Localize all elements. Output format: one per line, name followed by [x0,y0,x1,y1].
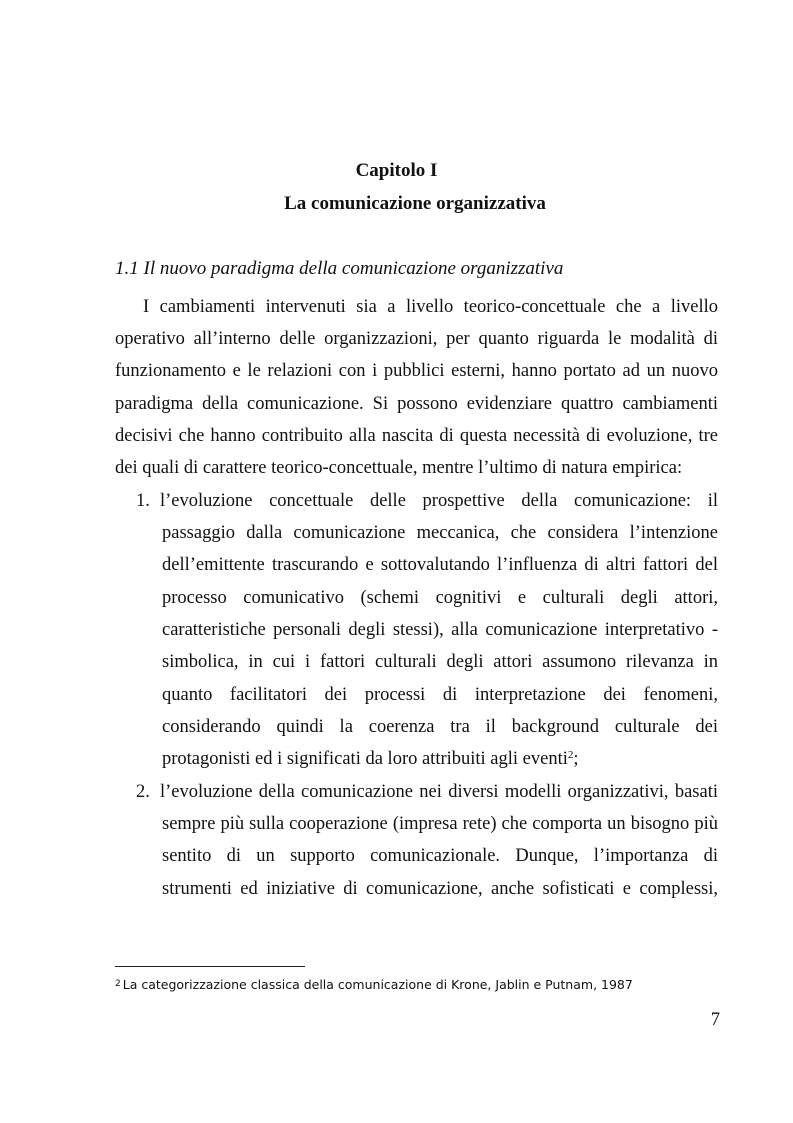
list-item-number: 1. [136,491,150,511]
footnote-separator [115,966,305,967]
footnote-reference: 2 [567,749,574,761]
page-number: 7 [710,1010,720,1030]
chapter-title: La comunicazione organizzativa [284,193,546,214]
list-item-line: quanto facilitatori dei processi di interpretazione dei fenomeni, [162,685,718,705]
footnote-mark: 2 [115,979,121,989]
paragraph-line: I cambiamenti intervenuti sia a livello teorico-concettuale che a livello [143,297,718,317]
list-item-text: protagonisti ed i significati da loro attribuiti agli eventi [162,749,568,769]
paragraph-line: dei quali di carattere teorico-concettuale, mentre l’ultimo di natura empirica: [115,458,683,478]
list-item-line: passaggio dalla comunicazione meccanica, che considera l’intenzione [162,523,718,543]
section-heading: 1.1 Il nuovo paradigma della comunicazione organizzativa [115,258,564,279]
list-item-line: processo comunicativo (schemi cognitivi e culturali degli attori, [162,588,718,608]
paragraph-line: funzionamento e le relazioni con i pubblici esterni, hanno portato ad un nuovo [115,361,718,381]
list-item-line: considerando quindi la coerenza tra il background culturale dei [162,717,718,737]
footnote [115,975,633,994]
list-item-line: strumenti ed iniziative di comunicazione, anche sofisticati e complessi, [162,879,718,899]
chapter-label: Capitolo I [355,160,438,181]
list-item-line: caratteristiche personali degli stessi), alla comunicazione interpretativo - [162,620,718,640]
paragraph-line: operativo all’interno delle organizzazioni, per quanto riguarda le modalità di [115,329,718,349]
list-item-number: 2. [136,782,150,802]
paragraph-line: decisivi che hanno contribuito alla nascita di questa necessità di evoluzione, tre [115,426,718,446]
list-item-line: dell’emittente trascurando e sottovalutando l’influenza di altri fattori del [162,555,718,575]
list-item-line: simbolica, in cui i fattori culturali degli attori assumono rilevanza in [162,652,718,672]
paragraph-line: paradigma della comunicazione. Si possono evidenziare quattro cambiamenti [115,394,718,414]
list-item-line: sempre più sulla cooperazione (impresa rete) che comporta un bisogno più [162,814,718,834]
list-item-line: l’evoluzione concettuale delle prospettive della comunicazione: il [160,491,718,511]
list-item-line: l’evoluzione della comunicazione nei diversi modelli organizzativi, basati [160,782,718,802]
list-item-line [162,747,718,771]
list-item-tail: ; [573,749,579,769]
footnote-text: La categorizzazione classica della comunicazione di Krone, Jablin e Putnam, 1987 [122,977,633,992]
list-item-line: sentito di un supporto comunicazionale. Dunque, l’importanza di [162,846,718,866]
